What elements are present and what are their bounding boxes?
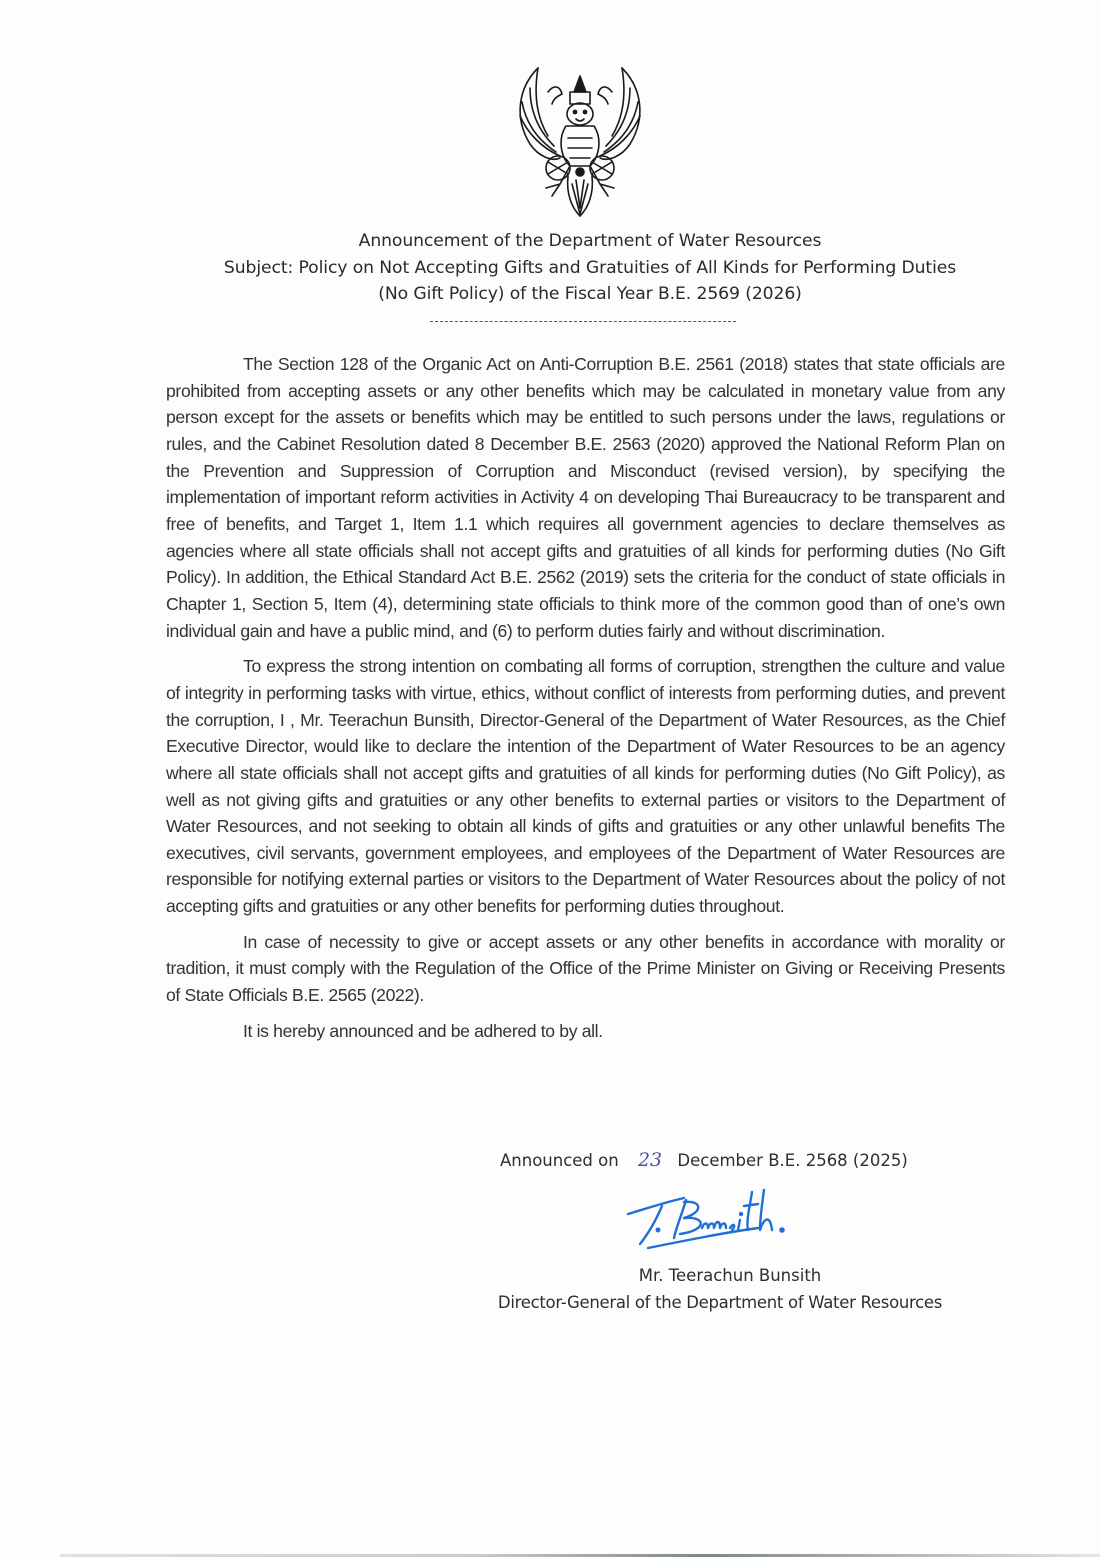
- garuda-emblem-icon: [508, 58, 652, 222]
- header-subject-continued: (No Gift Policy) of the Fiscal Year B.E. 2569 (2026): [378, 284, 802, 304]
- header-title: Announcement of the Department of Water Resources: [358, 231, 822, 251]
- header-divider: [430, 321, 736, 322]
- signer-name: Mr. Teerachun Bunsith: [638, 1266, 822, 1285]
- paragraph-exceptions: In case of necessity to give or accept assets or any other benefits in accordance with morality or tradition, it must comply with the Regulation of the Office of the Prime Minister on Giving or Receiving Presents of State Officials B.E. 2565 (2022).: [166, 931, 1005, 1006]
- announcement-date-prefix: Announced on: [500, 1151, 619, 1170]
- announcement-day-handwritten: 23: [637, 1149, 663, 1171]
- header-subject: Subject: Policy on Not Accepting Gifts and Gratuities of All Kinds for Performing Duties: [223, 257, 957, 278]
- paragraph-closing: It is hereby announced and be adhered to by all.: [243, 1020, 603, 1041]
- paragraph-declaration: To express the strong intention on combating all forms of corruption, strengthen the culture and value of integrity in performing tasks with virtue, ethics, without conflict of interests from performing duties, and prevent the corruption, I , Mr. Teerachun Bunsith, Director-General of the Department of Water Resources, as the Chief Executive Director, would like to declare the intention of the Department of Water Resources to be an agency where all state officials shall not accept gifts and gratuities of all kinds for performing duties (No Gift Policy), as well as not giving gifts and gratuities or any other benefits to external parties or visitors to the Department of Water Resources, and not seeking to obtain all kinds of gifts and gratuities or any other unlawful benefits The executives, civil servants, government employees, and employees of the Department of Water Resources are responsible for notifying external parties or visitors to the Department of Water Resources about the policy of not accepting gifts and gratuities or any other benefits for performing duties throughout.: [166, 656, 1005, 917]
- signer-title: Director-General of the Department of Water Resources: [497, 1293, 943, 1312]
- scan-bottom-edge: [60, 1554, 1100, 1557]
- document-header: [100, 228, 1080, 308]
- signature: [618, 1184, 818, 1254]
- paragraph-legal-basis: The Section 128 of the Organic Act on Anti-Corruption B.E. 2561 (2018) states that state officials are prohibited from accepting assets or any other benefits which may be calculated in monetary value from any person except for the assets or benefits which may be entitled to such persons under the laws, regulations or rules, and the Cabinet Resolution dated 8 December B.E. 2563 (2020) approved the National Reform Plan on the Prevention and Suppression of Corruption and Misconduct (revised version), by specifying the implementation of important reform activities in Activity 4 on developing Thai Bureaucracy to be transparent and free of benefits, and Target 1, Item 1.1 which requires all government agencies to declare themselves as agencies where all state officials shall not accept gifts and gratuities of all kinds for performing duties (No Gift Policy). In addition, the Ethical Standard Act B.E. 2562 (2019) sets the criteria for the conduct of state officials in Chapter 1, Section 5, Item (4), determining state officials to think more of the common good than of one’s own individual gain and have a public mind, and (6) to perform duties fairly and without discrimination.: [166, 354, 1005, 641]
- announcement-date: [500, 1149, 908, 1171]
- document-body: [166, 351, 1005, 1044]
- announcement-date-suffix: December B.E. 2568 (2025): [677, 1151, 908, 1170]
